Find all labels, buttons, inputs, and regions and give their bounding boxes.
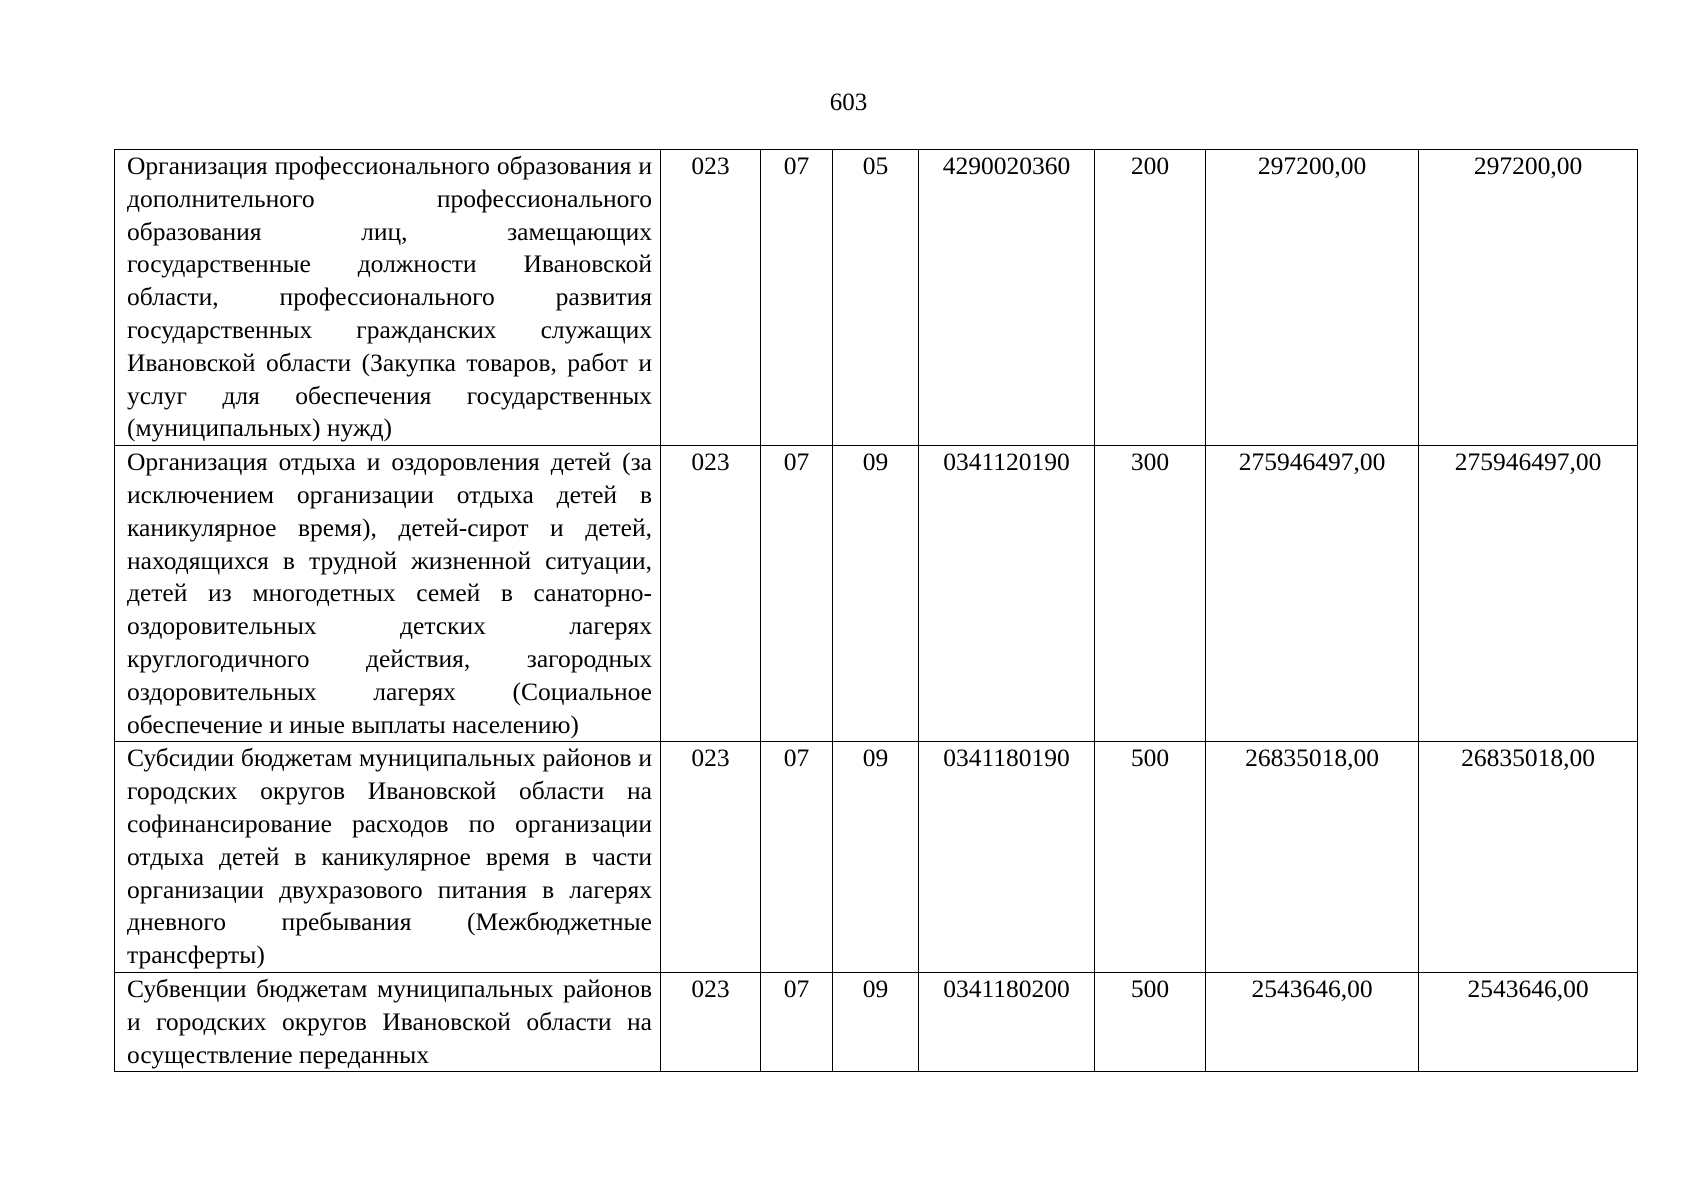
table-row [115, 150, 1638, 446]
table-row [115, 742, 1638, 973]
expense-type-cell: 500 [1095, 972, 1206, 1071]
amount-2-cell: 275946497,00 [1419, 446, 1638, 742]
section-cell: 07 [761, 150, 833, 446]
subsection-cell: 09 [833, 972, 919, 1071]
section-cell: 07 [761, 972, 833, 1071]
subsection-cell: 09 [833, 742, 919, 973]
expense-type-cell: 500 [1095, 742, 1206, 973]
row-description: Организация отдыха и оздоровления детей (за исключением организации отдыха детей в каникулярное время), детей-сирот и детей, находящихся в трудной жизненной ситуации, детей из многодетных семей в санаторно-оздоровительных детских лагерях круглогодичного действия, загородных оздоровительных лагерях (Социальное обеспечение и иные выплаты населению) [115, 446, 661, 742]
target-article-cell: 4290020360 [919, 150, 1095, 446]
page-number: 603 [829, 89, 868, 116]
admin-code-cell: 023 [661, 150, 761, 446]
admin-code-cell: 023 [661, 446, 761, 742]
budget-table [114, 149, 1638, 1072]
subsection-cell: 05 [833, 150, 919, 446]
table-row [115, 446, 1638, 742]
target-article-cell: 0341180190 [919, 742, 1095, 973]
amount-2-cell: 297200,00 [1419, 150, 1638, 446]
admin-code-cell: 023 [661, 742, 761, 973]
section-cell: 07 [761, 446, 833, 742]
row-description: Организация профессионального образования и дополнительного профессионального образования лиц, замещающих государственные должности Ивановской области, профессионального развития государственных гражданских служащих Ивановской области (Закупка товаров, работ и услуг для обеспечения государственных (муниципальных) нужд) [115, 150, 661, 446]
expense-type-cell: 300 [1095, 446, 1206, 742]
target-article-cell: 0341120190 [919, 446, 1095, 742]
target-article-cell: 0341180200 [919, 972, 1095, 1071]
amount-1-cell: 297200,00 [1206, 150, 1419, 446]
amount-2-cell: 2543646,00 [1419, 972, 1638, 1071]
section-cell: 07 [761, 742, 833, 973]
amount-1-cell: 2543646,00 [1206, 972, 1419, 1071]
admin-code-cell: 023 [661, 972, 761, 1071]
amount-1-cell: 275946497,00 [1206, 446, 1419, 742]
amount-2-cell: 26835018,00 [1419, 742, 1638, 973]
row-description: Субсидии бюджетам муниципальных районов и городских округов Ивановской области на софинансирование расходов по организации отдыха детей в каникулярное время в части организации двухразового питания в лагерях дневного пребывания (Межбюджетные трансферты) [115, 742, 661, 973]
amount-1-cell: 26835018,00 [1206, 742, 1419, 973]
subsection-cell: 09 [833, 446, 919, 742]
table-row [115, 972, 1638, 1071]
row-description: Субвенции бюджетам муниципальных районов и городских округов Ивановской области на осуществление переданных [115, 972, 661, 1071]
expense-type-cell: 200 [1095, 150, 1206, 446]
